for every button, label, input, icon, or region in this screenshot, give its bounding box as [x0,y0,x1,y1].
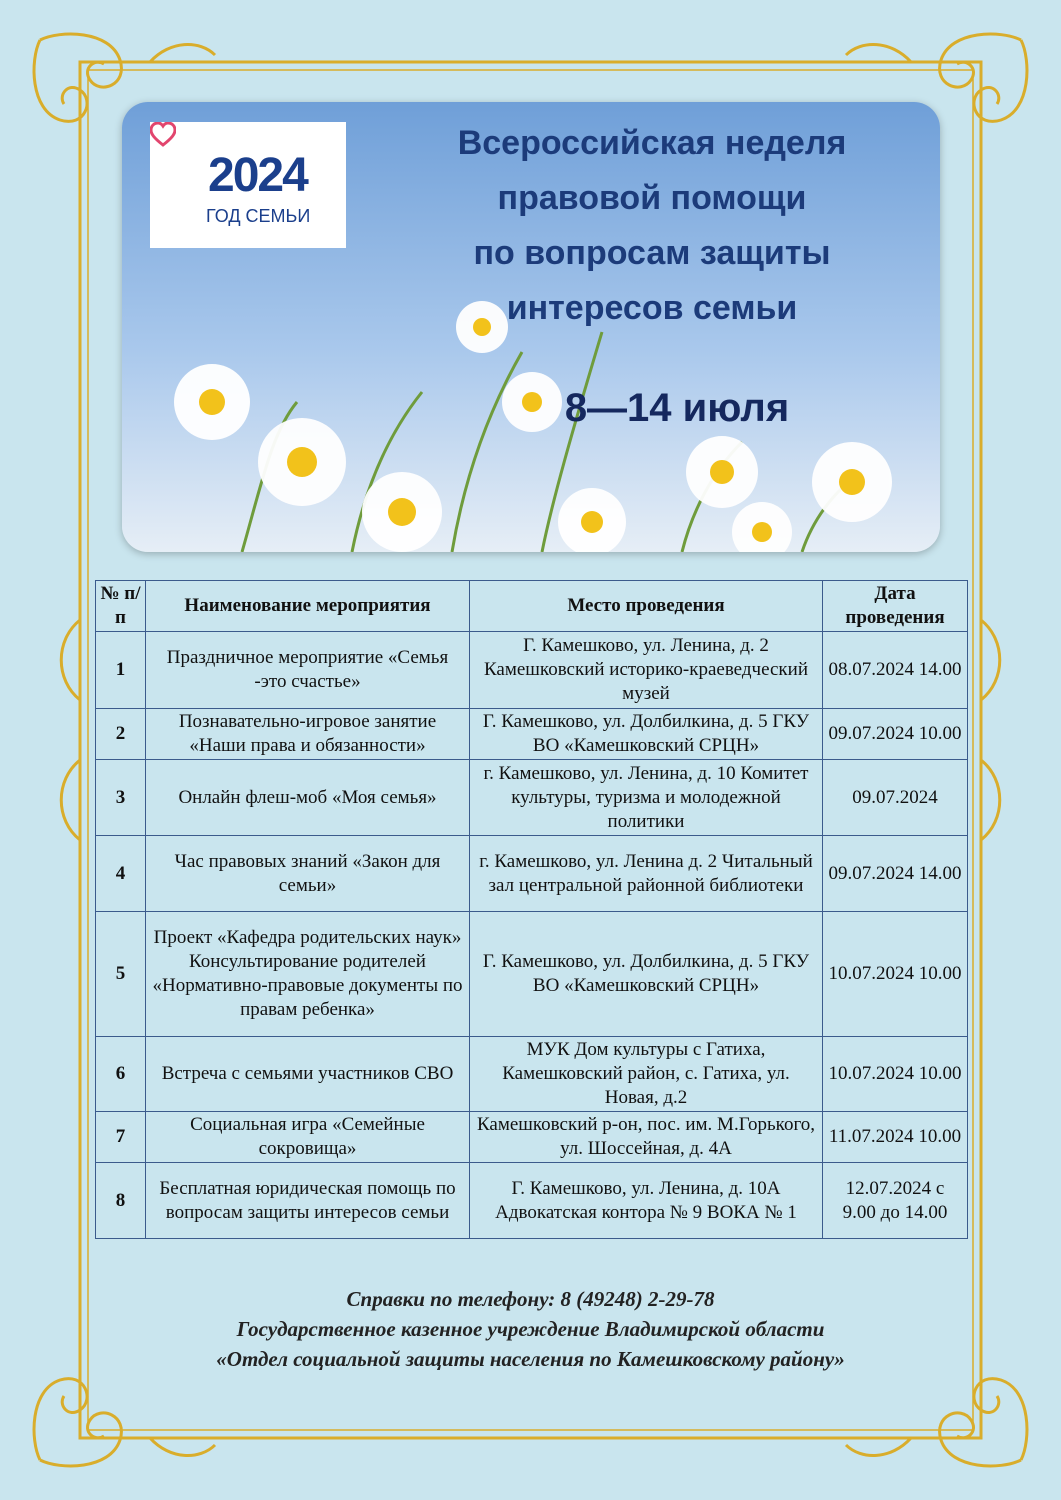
row-place: Г. Камешково, ул. Ленина, д. 10А Адвокатская контора № 9 ВОКА № 1 [470,1163,823,1239]
row-date: 09.07.2024 10.00 [823,709,968,760]
banner-title-line: интересов семьи [506,289,798,327]
row-event-name: Онлайн флеш-моб «Моя семья» [146,760,470,836]
row-num: 1 [96,632,146,709]
header-place: Место проведения [470,581,823,632]
footer-org-line1: Государственное казенное учреждение Владимирской области [236,1317,825,1341]
table-row [96,709,968,760]
row-event-name: Проект «Кафедра родительских наук» Консультирование родителей «Нормативно-правовые документы по правам ребенка» [146,912,470,1037]
row-num: 7 [96,1112,146,1163]
row-event-name: Праздничное мероприятие «Семья -это счастье» [146,632,470,709]
row-event-name: Встреча с семьями участников СВО [146,1037,470,1112]
row-event-name: Бесплатная юридическая помощь по вопросам защиты интересов семьи [146,1163,470,1239]
footer-org-line2: «Отдел социальной защиты населения по Камешковскому району» [216,1347,845,1371]
row-date: 10.07.2024 10.00 [823,912,968,1037]
row-event-name: Час правовых знаний «Закон для семьи» [146,836,470,912]
row-place: г. Камешково, ул. Ленина, д. 10 Комитет культуры, туризма и молодежной политики [470,760,823,836]
table-row [96,836,968,912]
row-place: МУК Дом культуры с Гатиха, Камешковский район, с. Гатиха, ул. Новая, д.2 [470,1037,823,1112]
table-row [96,912,968,1037]
row-place: г. Камешково, ул. Ленина д. 2 Читальный зал центральной районной библиотеки [470,836,823,912]
logo-year: 2024 [208,149,307,202]
table-row [96,632,968,709]
logo-box [150,122,346,248]
row-date: 12.07.2024 с 9.00 до 14.00 [823,1163,968,1239]
footer-phone: Справки по телефону: 8 (49248) 2-29-78 [346,1287,715,1311]
header-date: Дата проведения [823,581,968,632]
banner-title-line: Всероссийская неделя [457,124,847,162]
row-num: 2 [96,709,146,760]
row-place: Г. Камешково, ул. Долбилкина, д. 5 ГКУ ВО «Камешковский СРЦН» [470,709,823,760]
row-date: 09.07.2024 14.00 [823,836,968,912]
row-event-name: Познавательно-игровое занятие «Наши права и обязанности» [146,709,470,760]
row-place: Камешковский р-он, пос. им. М.Горького, ул. Шоссейная, д. 4А [470,1112,823,1163]
row-date: 09.07.2024 [823,760,968,836]
header-name: Наименование мероприятия [146,581,470,632]
row-event-name: Социальная игра «Семейные сокровища» [146,1112,470,1163]
banner-title-line: правовой помощи [497,179,807,217]
heart-icon [150,122,176,148]
row-num: 8 [96,1163,146,1239]
banner [122,102,940,552]
banner-dates: 8—14 июля [564,386,790,430]
row-num: 5 [96,912,146,1037]
row-num: 3 [96,760,146,836]
row-place: Г. Камешково, ул. Долбилкина, д. 5 ГКУ ВО «Камешковский СРЦН» [470,912,823,1037]
row-num: 6 [96,1037,146,1112]
table-header-row [96,581,968,632]
header-num: № п/п [96,581,146,632]
banner-title [372,116,932,336]
footer-contacts [80,1284,981,1374]
table-row [96,1163,968,1239]
row-date: 10.07.2024 10.00 [823,1037,968,1112]
table-row [96,760,968,836]
logo-subtitle: ГОД СЕМЬИ [206,206,311,226]
banner-title-line: по вопросам защиты [473,234,831,272]
row-place: Г. Камешково, ул. Ленина, д. 2 Камешковский историко-краеведческий музей [470,632,823,709]
row-date: 11.07.2024 10.00 [823,1112,968,1163]
table-row [96,1037,968,1112]
row-num: 4 [96,836,146,912]
row-date: 08.07.2024 14.00 [823,632,968,709]
events-table [95,580,968,1239]
table-row [96,1112,968,1163]
